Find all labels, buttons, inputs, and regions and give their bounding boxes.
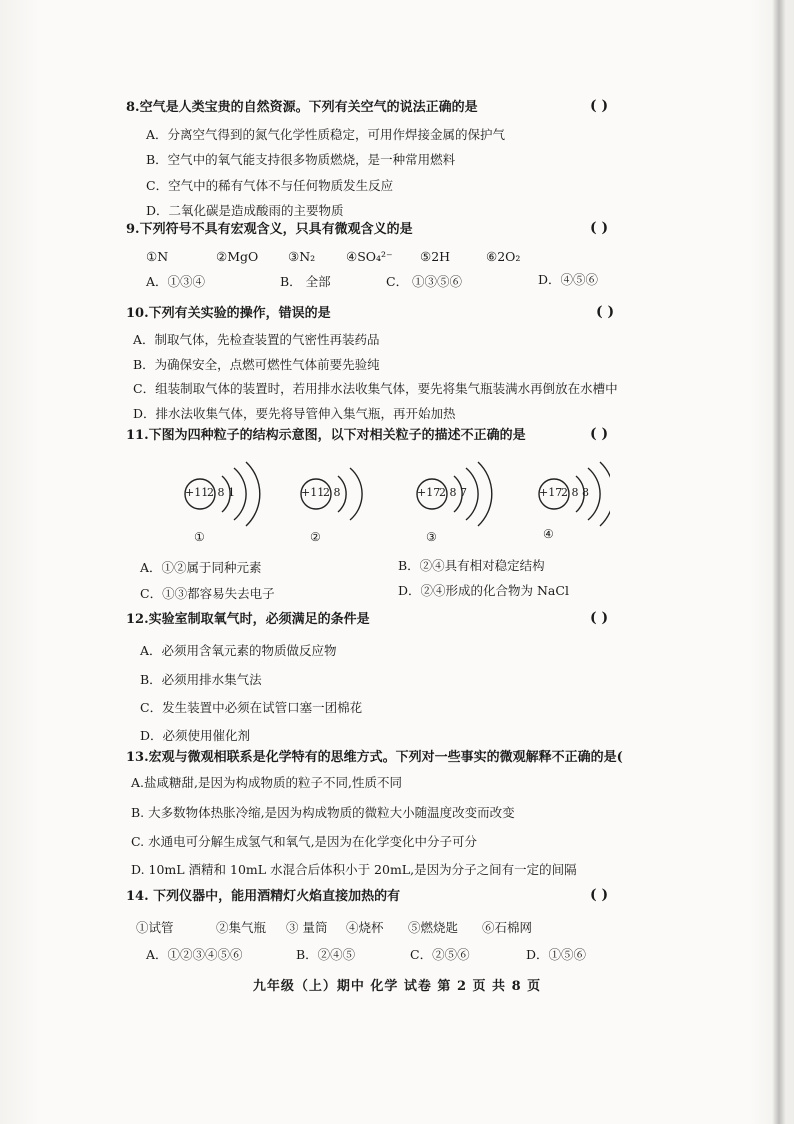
q12-option-d: D．必须使用催化剂 [140,728,251,743]
particle-4-nucleus: +17 [539,486,563,499]
q9-symbol-2: ②MgO [216,249,259,264]
q12-option-c: C．发生装置中必须在试管口塞一团棉花 [140,700,363,715]
q11-stem: 11.下图为四种粒子的结构示意图，以下对相关粒子的描述不正确的是 [126,428,526,443]
q10-option-d: D．排水法收集气体，要先将导管伸入集气瓶，再开始加热 [133,406,456,421]
particle-2-nucleus: +11 [301,486,325,499]
q9-option-d: D．④⑤⑥ [538,272,599,287]
q8-option-a: A．分离空气得到的氮气化学性质稳定，可用作焊接金属的保护气 [146,127,506,142]
particle-1-label: ① [194,530,205,544]
particle-1-nucleus: +11 [185,486,209,499]
q9-symbol-5: ⑤2H [420,249,451,264]
page-footer: 九年级（上）期中 化学 试卷 第 2 页 共 8 页 [252,979,542,994]
q10-option-c: C．组装制取气体的装置时，若用排水法收集气体，要先将集气瓶装满水再倒放在水槽中 [133,381,618,396]
q14-item-1: ①试管 [136,920,174,935]
particle-2-shells: 2 8 [323,486,341,499]
q11-option-a: A．①②属于同种元素 [140,560,262,575]
q8-option-c: C．空气中的稀有气体不与任何物质发生反应 [146,178,394,193]
q9-option-c: C． ①③⑤⑥ [386,274,463,289]
q9-symbol-1: ①N [146,249,169,264]
q10-option-b: B．为确保安全，点燃可燃性气体前要先验纯 [133,357,380,372]
q10-option-a: A．制取气体，先检查装置的气密性再装药品 [133,332,380,347]
q13-option-a: A.盐咸糖甜,是因为构成物质的粒子不同,性质不同 [131,775,402,790]
q9-symbol-4: ④SO₄²⁻ [346,249,393,264]
q14-option-b: B．②④⑤ [296,947,356,962]
q9-stem: 9.下列符号不具有宏观含义，只具有微观含义的是 [126,222,413,237]
q8-option-d: D．二氧化碳是造成酸雨的主要物质 [146,203,344,218]
particle-3-label: ③ [426,530,437,544]
particle-2-label: ② [310,530,321,544]
q13-option-c: C. 水通电可分解生成氢气和氧气,是因为在化学变化中分子可分 [131,834,478,849]
q9-symbol-6: ⑥2O₂ [486,249,521,264]
particle-1-shells: 2 8 1 [207,486,235,499]
q8-option-b: B．空气中的氧气能支持很多物质燃烧，是一种常用燃料 [146,152,456,167]
q9-option-a: A．①③④ [146,274,206,289]
q13-option-d: D. 10mL 酒精和 10mL 水混合后体积小于 20mL,是因为分子之间有一定的间隔 [131,862,577,877]
q12-option-a: A．必须用含氧元素的物质做反应物 [140,643,337,658]
q14-option-d: D．①⑤⑥ [526,947,587,962]
q14-item-5: ⑤燃烧匙 [408,920,459,935]
q13-option-b: B. 大多数物体热胀冷缩,是因为构成物质的微粒大小随温度改变而改变 [131,805,515,820]
q8-stem: 8.空气是人类宝贵的自然资源。下列有关空气的说法正确的是 [126,100,478,115]
q11-option-d: D．②④形成的化合物为 NaCl [398,583,569,598]
q14-item-3: ③ 量筒 [286,920,328,935]
q14-item-6: ⑥石棉网 [482,920,533,935]
q14-item-4: ④烧杯 [346,920,384,935]
q14-option-c: C．②⑤⑥ [410,947,470,962]
particle-3-shells: 2 8 7 [439,486,467,499]
q9-symbol-3: ③N₂ [288,249,316,264]
particle-4-label: ④ [543,527,554,541]
particle-4-shells: 2 8 8 [561,486,589,499]
q12-option-b: B．必须用排水集气法 [140,672,262,687]
q12-stem: 12.实验室制取氧气时，必须满足的条件是 [126,612,370,627]
q11-answer-paren: ( ) [590,426,609,442]
q9-option-b: B． 全部 [280,274,331,289]
q11-option-b: B．②④具有相对稳定结构 [398,558,545,573]
q14-option-a: A．①②③④⑤⑥ [146,947,243,962]
q14-item-2: ②集气瓶 [216,920,267,935]
page-edge-shadow [772,0,786,1124]
q9-answer-paren: ( ) [590,220,609,236]
q14-answer-paren: ( ) [590,887,609,903]
q10-stem: 10.下列有关实验的操作，错误的是 [126,306,331,321]
q11-option-c: C．①③都容易失去电子 [140,586,275,601]
particle-3-nucleus: +17 [417,486,441,499]
q13-stem: 13.宏观与微观相联系是化学特有的思维方式。下列对一些事实的微观解释不正确的是( [126,750,623,765]
q10-answer-paren: ( ) [596,304,615,320]
q8-answer-paren: ( ) [590,98,609,114]
q12-answer-paren: ( ) [590,610,609,626]
q14-stem: 14. 下列仪器中，能用酒精灯火焰直接加热的有 [126,889,401,904]
